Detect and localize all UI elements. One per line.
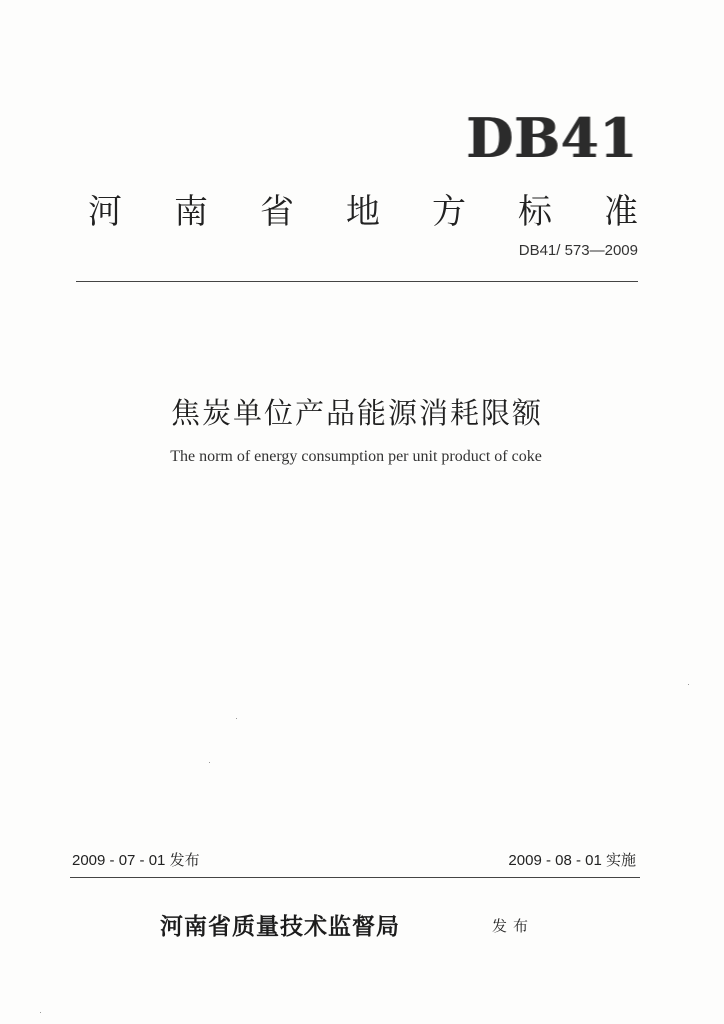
scan-speck — [209, 762, 210, 763]
standard-type-heading — [88, 184, 638, 233]
db41-mark: DB41 — [466, 106, 638, 170]
standard-title-chinese: 焦炭单位产品能源消耗限额 — [170, 396, 543, 430]
issue-label: 发布 — [492, 917, 535, 935]
standard-title-english: The norm of energy consumption per unit product of coke — [170, 448, 542, 465]
standard-type-char: 南 — [174, 192, 208, 232]
standard-type-char: 准 — [604, 192, 638, 232]
header-divider — [76, 281, 638, 282]
issue-date: 2009 - 07 - 01 发布 — [72, 852, 200, 869]
effective-date: 2009 - 08 - 01 实施 — [508, 852, 636, 869]
standard-type-char: 标 — [518, 192, 552, 232]
standard-type-char: 省 — [260, 192, 294, 232]
scan-speck — [688, 684, 689, 685]
standard-type-char: 地 — [346, 192, 380, 232]
standard-type-char: 河 — [88, 192, 122, 232]
issuing-authority: 河南省质量技术监督局 — [160, 913, 400, 940]
scan-speck — [40, 1012, 41, 1013]
standard-type-char: 方 — [432, 192, 466, 232]
standard-number: DB41/ 573—2009 — [518, 242, 638, 259]
footer-divider — [70, 877, 640, 878]
scan-speck — [236, 718, 237, 719]
